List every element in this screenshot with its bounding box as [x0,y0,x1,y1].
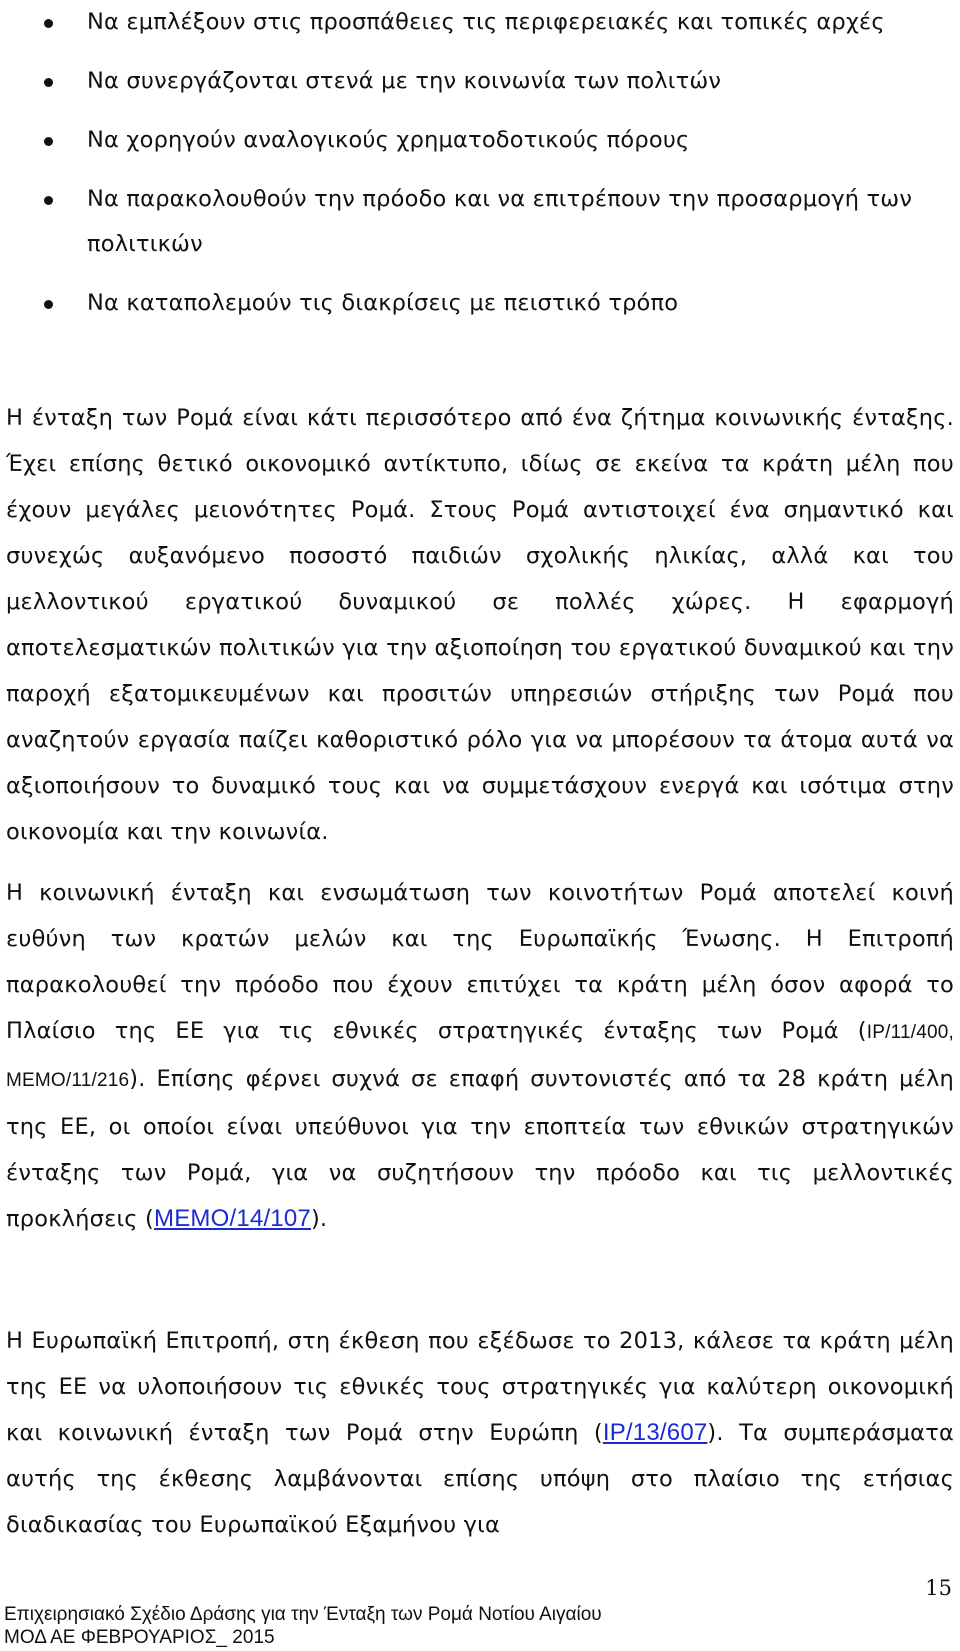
bullet-icon [44,19,53,28]
paragraph-shared-responsibility [6,870,954,1242]
bullet-text: Να καταπολεμούν τις διακρίσεις με πειστικό τρόπο [87,290,679,316]
bullet-icon [44,137,53,146]
link-ip-13-607[interactable]: IP/13/607 [602,1419,708,1446]
paragraph-roma-economic-impact: Η ένταξη των Ρομά είναι κάτι περισσότερο από ένα ζήτημα κοινωνικής ένταξης. Έχει επίσης θετικό οικονομικό αντίκτυπο, ιδίως σε εκείνα τα κράτη μέλη που έχουν μεγάλες μειονότητες Ρομά. Στους Ρομά αντιστοιχεί ένα σημαντικό και συνεχώς αυξανόμενο ποσοστό παιδιών σχολικής ηλικίας, αλλά και του μελλοντικού εργατικού δυναμικού σε πολλές χώρες. Η εφαρμογή αποτελεσματικών πολιτικών για την αξιοποίηση του εργατικού δυναμικού και την παροχή εξατομικευμένων και προσιτών υπηρεσιών στήριξης των Ρομά που αναζητούν εργασία παίζει καθοριστικό ρόλο για να μπορέσουν τα άτομα αυτά να αξιοποιήσουν το δυναμικό τους και να συμμετάσχουν ενεργά και ισότιμα στην οικονομία και την κοινωνία. [6,405,954,845]
page-footer [4,1603,602,1649]
paragraph-commission-report [6,1318,954,1548]
bullet-text: Να παρακολουθούν την πρόοδο και να επιτρέπουν την προσαρμογή των πολιτικών [87,186,913,257]
bullet-text: Να συνεργάζονται στενά με την κοινωνία των πολιτών [87,68,722,94]
bullet-text: Να εμπλέξουν στις προσπάθειες τις περιφερειακές και τοπικές αρχές [87,9,885,35]
paragraph-text: ). Επίσης φέρνει συχνά σε επαφή συντονιστές από τα 28 κράτη μέλη της ΕΕ, οι οποίοι είναι υπεύθυνοι για την εποπτεία των εθνικών στρατηγικών ένταξης των Ρομά, για να συζητήσουν την πρόοδο και τις μελλοντικές προκλήσεις ( [6,1066,954,1232]
bullet-list [0,0,960,326]
bullet-item [0,118,960,163]
reference-memo-11-216: MEMO/11/216 [6,1070,130,1091]
bullet-text: Να χορηγούν αναλογικούς χρηματοδοτικούς πόρους [87,127,690,153]
bullet-item [0,0,960,45]
link-memo-14-107[interactable]: MEMO/14/107 [154,1205,311,1232]
bullet-icon [44,300,53,309]
bullet-item [0,59,960,104]
paragraph-text: Η κοινωνική ένταξη και ενσωμάτωση των κοινοτήτων Ρομά αποτελεί κοινή ευθύνη των κρατών μελών και της Ευρωπαϊκής Ένωσης. Η Επιτροπή παρακολουθεί την πρόοδο που έχουν επιτύχει τα κράτη μέλη όσον αφορά το Πλαίσιο της ΕΕ για τις εθνικές στρατηγικές ένταξης των Ρομά ( [6,880,954,1044]
footer-date: ΜΟΔ ΑΕ ΦΕΒΡΟΥΑΡΙΟΣ_ 2015 [4,1627,275,1648]
bullet-item [0,281,960,326]
paragraph-text: ). Τα συμπεράσματα αυτής της έκθεσης λαμβάνονται επίσης υπόψη στο πλαίσιο της ετήσιας διαδικασίας του Ευρωπαϊκού Εξαμήνου για [6,1420,954,1538]
footer-title: Επιχειρησιακό Σχέδιο Δράσης για την Ένταξη των Ρομά Νοτίου Αιγαίου [4,1604,602,1625]
bullet-item [0,177,960,267]
page-number: 15 [925,1576,952,1600]
paragraph-text: ). [310,1206,328,1232]
reference-ip-11-400: IP/11/400, [866,1022,954,1043]
bullet-icon [44,196,53,205]
bullet-icon [44,78,53,87]
paragraph-text: Η Ευρωπαϊκή Επιτροπή, στη έκθεση που εξέδωσε το 2013, κάλεσε τα κράτη μέλη της ΕΕ να υλοποιήσουν τις εθνικές τους στρατηγικές για καλύτερη οικονομική και κοινωνική ένταξη των Ρομά στην Ευρώπη ( [6,1328,954,1446]
